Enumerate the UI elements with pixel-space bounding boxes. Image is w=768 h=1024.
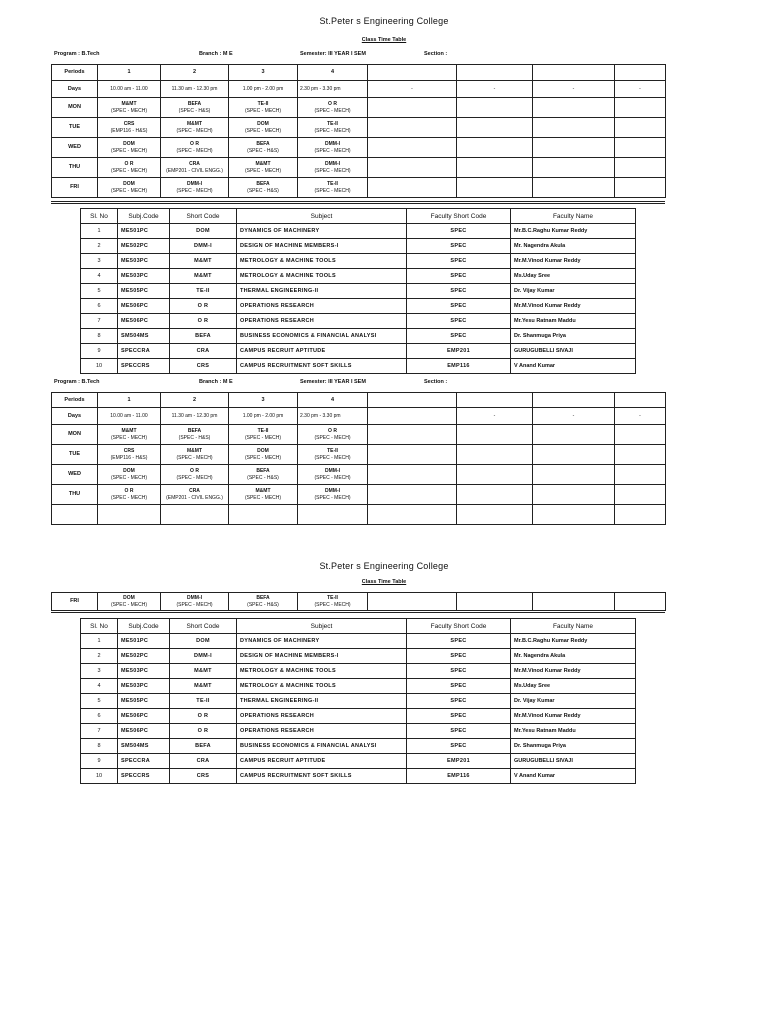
slot: O R (SPEC - MECH) [161, 465, 229, 485]
period-1: 1 [98, 65, 161, 81]
period-2: 2 [161, 65, 229, 81]
timetable [51, 392, 666, 525]
col-subject: Subject [237, 209, 407, 224]
slot: TE-II (SPEC - MECH) [298, 445, 368, 465]
subject-row: 6 ME506PC O R OPERATIONS RESEARCH SPEC Mr.M.Vinod Kumar Reddy [81, 709, 636, 724]
semester-label: Semester: III YEAR I SEM [300, 379, 366, 385]
slot: O R (SPEC - MECH) [298, 425, 368, 445]
class-time-table-heading: Class Time Table [361, 579, 407, 585]
subject-header-row [81, 209, 636, 224]
subject-table [80, 208, 636, 374]
slot: DOM (SPEC - MECH) [98, 178, 161, 198]
period-1: 1 [98, 393, 161, 408]
day-row-fri [52, 178, 666, 198]
timetable [51, 592, 666, 611]
slot: TE-II (SPEC - MECH) [229, 98, 298, 118]
slot: CRS (EMP116 - H&S) [98, 445, 161, 465]
slot: M&MT (SPEC - MECH) [229, 485, 298, 505]
slot: DMM-I (SPEC - MECH) [161, 593, 229, 611]
college-title: St.Peter s Engineering College [319, 561, 449, 571]
periods-label: Periods [52, 65, 98, 81]
subject-row: 3 ME503PC M&MT METROLOGY & MACHINE TOOLS SPEC Mr.M.Vinod Kumar Reddy [81, 254, 636, 269]
slot: TE-II (SPEC - MECH) [298, 593, 368, 611]
period-4: 4 [298, 65, 368, 81]
time-3: 1.00 pm - 2.00 pm [229, 408, 298, 425]
day-label: TUE [52, 445, 98, 465]
program-label: Program : B.Tech [54, 51, 100, 57]
period-3: 3 [229, 393, 298, 408]
col-faculty-short-code: Faculty Short Code [407, 619, 511, 634]
day-row-tue [52, 118, 666, 138]
slot: CRS (EMP116 - H&S) [98, 118, 161, 138]
col-subj-code: Subj.Code [118, 209, 170, 224]
slot: O R (SPEC - MECH) [98, 158, 161, 178]
program-label: Program : B.Tech [54, 379, 100, 385]
time-4: 2.30 pm - 3.30 pm [298, 408, 368, 425]
semester-label: Semester: III YEAR I SEM [300, 51, 366, 57]
slot: DMM-I (SPEC - MECH) [298, 465, 368, 485]
period-2: 2 [161, 393, 229, 408]
slot: CRA (EMP201 - CIVIL ENGG.) [161, 158, 229, 178]
day-label: MON [52, 425, 98, 445]
col-faculty-short-code: Faculty Short Code [407, 209, 511, 224]
slot: BEFA (SPEC - H&S) [161, 425, 229, 445]
table-divider [51, 610, 665, 613]
day-row-thu [52, 158, 666, 178]
subject-row: 2 ME502PC DMM-I DESIGN OF MACHINE MEMBERS-I SPEC Mr. Nagendra Akula [81, 649, 636, 664]
col-faculty-name: Faculty Name [511, 209, 636, 224]
time-7: - [533, 81, 615, 98]
day-label: THU [52, 485, 98, 505]
subject-row: 10 SPECCRS CRS CAMPUS RECRUITMENT SOFT SKILLS EMP116 V Anand Kumar [81, 359, 636, 374]
timetable [51, 64, 666, 198]
time-7: - [533, 408, 615, 425]
time-6: - [457, 81, 533, 98]
subject-row: 9 SPECCRA CRA CAMPUS RECRUIT APTITUDE EMP201 GURUGUBELLI SIVAJI [81, 344, 636, 359]
times-row [52, 81, 666, 98]
day-label: FRI [52, 178, 98, 198]
slot: O R (SPEC - MECH) [161, 138, 229, 158]
slot: DMM-I (SPEC - MECH) [298, 138, 368, 158]
subject-row: 3 ME503PC M&MT METROLOGY & MACHINE TOOLS SPEC Mr.M.Vinod Kumar Reddy [81, 664, 636, 679]
subject-row: 1 ME501PC DOM DYNAMICS OF MACHINERY SPEC Mr.B.C.Raghu Kumar Reddy [81, 224, 636, 239]
slot: TE-II (SPEC - MECH) [298, 118, 368, 138]
table-divider [51, 201, 665, 204]
slot: M&MT (SPEC - MECH) [98, 98, 161, 118]
day-row-wed [52, 138, 666, 158]
subject-row: 5 ME505PC TE-II THERMAL ENGINEERING-II SPEC Dr. Vijay Kumar [81, 284, 636, 299]
subject-row: 6 ME506PC O R OPERATIONS RESEARCH SPEC Mr.M.Vinod Kumar Reddy [81, 299, 636, 314]
day-row-mon [52, 425, 666, 445]
college-title: St.Peter s Engineering College [319, 16, 449, 26]
period-4: 4 [298, 393, 368, 408]
time-4: 2.30 pm - 3.30 pm [298, 81, 368, 98]
info-row [0, 51, 768, 61]
slot: BEFA (SPEC - H&S) [229, 465, 298, 485]
day-row-tue [52, 445, 666, 465]
col-faculty-name: Faculty Name [511, 619, 636, 634]
section-label: Section : [424, 51, 448, 57]
slot: DMM-I (SPEC - MECH) [161, 178, 229, 198]
day-label: MON [52, 98, 98, 118]
subject-row: 2 ME502PC DMM-I DESIGN OF MACHINE MEMBERS-I SPEC Mr. Nagendra Akula [81, 239, 636, 254]
subject-header-row [81, 619, 636, 634]
days-label: Days [52, 81, 98, 98]
day-label: WED [52, 138, 98, 158]
slot: BEFA (SPEC - H&S) [229, 138, 298, 158]
subject-row: 7 ME506PC O R OPERATIONS RESEARCH SPEC Mr.Yesu Ratnam Maddu [81, 314, 636, 329]
day-label: WED [52, 465, 98, 485]
col-short-code: Short Code [170, 619, 237, 634]
day-row-wed [52, 465, 666, 485]
slot: DOM (SPEC - MECH) [98, 138, 161, 158]
subject-row: 1 ME501PC DOM DYNAMICS OF MACHINERY SPEC Mr.B.C.Raghu Kumar Reddy [81, 634, 636, 649]
time-1: 10.00 am - 11.00 [98, 81, 161, 98]
day-label: FRI [52, 593, 98, 611]
time-2: 11.30 am - 12.30 pm [161, 81, 229, 98]
col-sl-no: Sl. No [81, 209, 118, 224]
slot: TE-II (SPEC - MECH) [229, 425, 298, 445]
subject-row: 4 ME503PC M&MT METROLOGY & MACHINE TOOLS SPEC Ms.Uday Sree [81, 269, 636, 284]
branch-label: Branch : M E [199, 379, 233, 385]
day-row-mon [52, 98, 666, 118]
subject-row: 7 ME506PC O R OPERATIONS RESEARCH SPEC Mr.Yesu Ratnam Maddu [81, 724, 636, 739]
slot: DOM (SPEC - MECH) [229, 445, 298, 465]
time-3: 1.00 pm - 2.00 pm [229, 81, 298, 98]
col-sl-no: Sl. No [81, 619, 118, 634]
periods-row [52, 65, 666, 81]
day-row-thu [52, 485, 666, 505]
empty-row [52, 505, 666, 525]
days-label: Days [52, 408, 98, 425]
subject-table [80, 618, 636, 784]
slot: CRA (EMP201 - CIVIL ENGG.) [161, 485, 229, 505]
col-subject: Subject [237, 619, 407, 634]
subject-row: 10 SPECCRS CRS CAMPUS RECRUITMENT SOFT SKILLS EMP116 V Anand Kumar [81, 769, 636, 784]
col-subj-code: Subj.Code [118, 619, 170, 634]
slot: BEFA (SPEC - H&S) [229, 593, 298, 611]
slot: DOM (SPEC - MECH) [229, 118, 298, 138]
slot: TE-II (SPEC - MECH) [298, 178, 368, 198]
time-1: 10.00 am - 11.00 [98, 408, 161, 425]
col-short-code: Short Code [170, 209, 237, 224]
slot: DOM (SPEC - MECH) [98, 465, 161, 485]
slot: M&MT (SPEC - MECH) [229, 158, 298, 178]
periods-row [52, 393, 666, 408]
subject-row: 5 ME505PC TE-II THERMAL ENGINEERING-II SPEC Dr. Vijay Kumar [81, 694, 636, 709]
subject-row: 4 ME503PC M&MT METROLOGY & MACHINE TOOLS SPEC Ms.Uday Sree [81, 679, 636, 694]
time-2: 11.30 am - 12.30 pm [161, 408, 229, 425]
slot: DMM-I (SPEC - MECH) [298, 158, 368, 178]
subject-row: 8 SM504MS BEFA BUSINESS ECONOMICS & FINANCIAL ANALYSI SPEC Dr. Shanmuga Priya [81, 329, 636, 344]
slot: DMM-I (SPEC - MECH) [298, 485, 368, 505]
time-8: - [615, 81, 666, 98]
subject-row: 8 SM504MS BEFA BUSINESS ECONOMICS & FINANCIAL ANALYSI SPEC Dr. Shanmuga Priya [81, 739, 636, 754]
time-8: - [615, 408, 666, 425]
slot: M&MT (SPEC - MECH) [161, 118, 229, 138]
slot: DOM (SPEC - MECH) [98, 593, 161, 611]
time-5: - [368, 81, 457, 98]
period-3: 3 [229, 65, 298, 81]
section-label: Section : [424, 379, 448, 385]
branch-label: Branch : M E [199, 51, 233, 57]
day-label: THU [52, 158, 98, 178]
day-row-fri [52, 593, 666, 611]
periods-label: Periods [52, 393, 98, 408]
slot: O R (SPEC - MECH) [98, 485, 161, 505]
day-label: TUE [52, 118, 98, 138]
info-row [0, 379, 768, 389]
slot: M&MT (SPEC - MECH) [161, 445, 229, 465]
slot: BEFA (SPEC - H&S) [161, 98, 229, 118]
subject-row: 9 SPECCRA CRA CAMPUS RECRUIT APTITUDE EMP201 GURUGUBELLI SIVAJI [81, 754, 636, 769]
times-row [52, 408, 666, 425]
slot: M&MT (SPEC - MECH) [98, 425, 161, 445]
slot: BEFA (SPEC - H&S) [229, 178, 298, 198]
slot: O R (SPEC - MECH) [298, 98, 368, 118]
class-time-table-heading: Class Time Table [361, 37, 407, 43]
time-6: - [457, 408, 533, 425]
